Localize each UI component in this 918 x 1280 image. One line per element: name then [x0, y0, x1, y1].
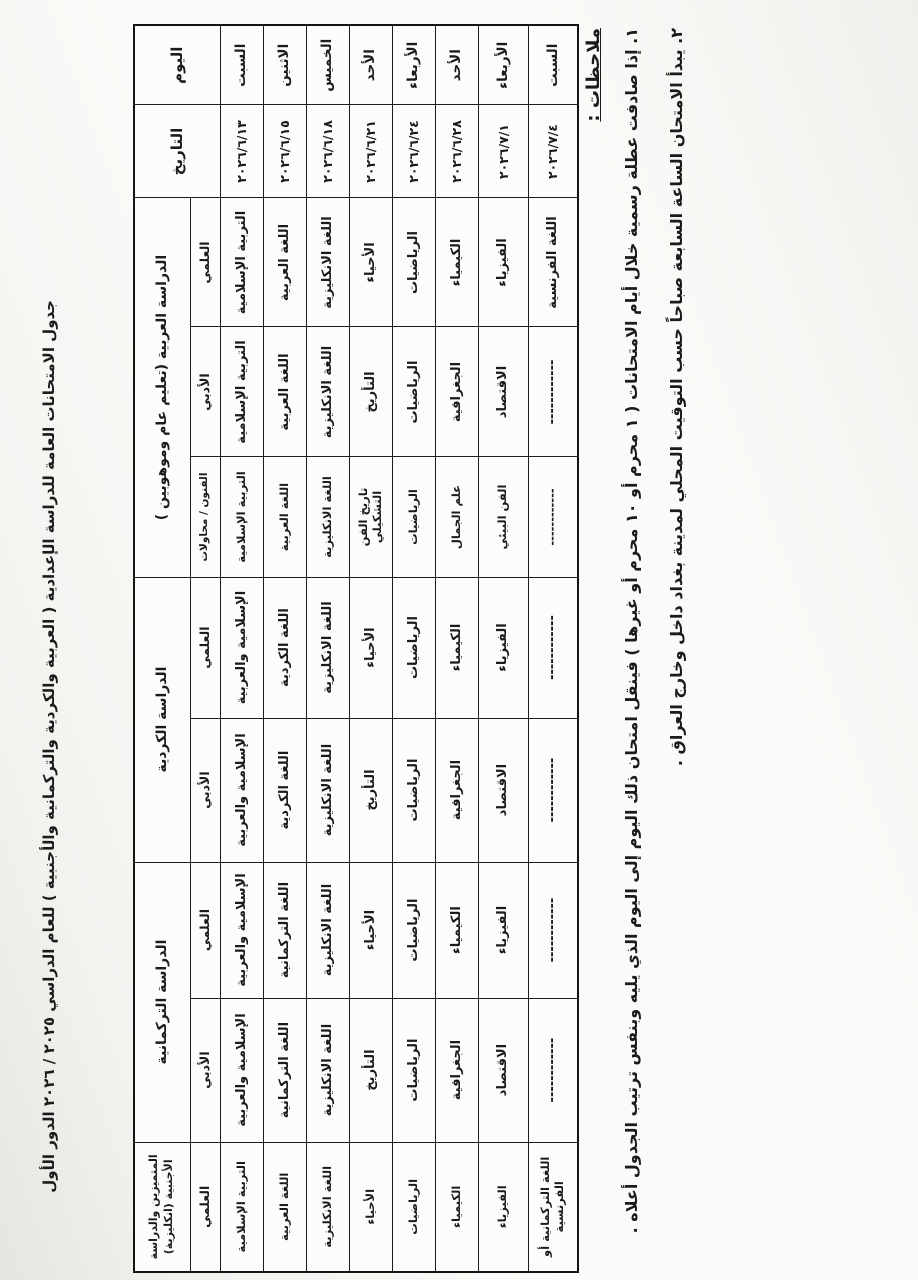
subject-cell: الرياضيات [392, 718, 435, 862]
group-header-arabic-study: الدراسة العربية (تعليم عام وموهوبين ) [134, 198, 190, 577]
day-cell: الأربعاء [392, 25, 435, 105]
subject-cell: اللغة الفرنسية [528, 198, 578, 327]
sub-header-foreign-scientific: العلمي [190, 1142, 220, 1272]
subject-cell: الجغرافية [435, 327, 478, 457]
subject-cell: ------------ [528, 862, 578, 998]
day-cell: السبت [528, 25, 578, 105]
subject-cell: الرياضيات [392, 1142, 435, 1272]
day-cell: الأحد [435, 25, 478, 105]
sub-header-kurdish-scientific: العلمي [190, 577, 220, 718]
subject-cell: الكيمياء [435, 862, 478, 998]
subject-cell: الإسلامية والعربية [220, 998, 263, 1142]
subject-cell: الجغرافية [435, 998, 478, 1142]
subject-cell: الأحياء [349, 862, 392, 998]
table-row [392, 25, 435, 1272]
exam-table-wrap [133, 24, 579, 1273]
date-cell: ٢٠٢٦/٦/٢١ [349, 105, 392, 198]
subject-cell: التأريخ [349, 998, 392, 1142]
subject-cell: الفن البيئي [478, 457, 528, 577]
day-cell: الأربعاء [478, 25, 528, 105]
note-item: ٢. يبدأ الامتحان الساعة السابعة صباحاً حسب التوقيت المحلي لمدينة بغداد داخل وخارج العراق . [667, 28, 686, 767]
sub-header-arabic-scientific: العلمي [190, 198, 220, 327]
subject-cell: التأريخ [349, 327, 392, 457]
sub-header-arabic-arts: الفنون / محاولات [190, 457, 220, 577]
subject-cell: الكيمياء [435, 1142, 478, 1272]
sub-header-turkmen-scientific: العلمي [190, 862, 220, 998]
subject-cell: ------------ [528, 718, 578, 862]
subject-cell: اللغة الكردية [263, 718, 306, 862]
subject-cell: ------------ [528, 577, 578, 718]
date-column-header: التاريخ [134, 105, 220, 198]
subject-cell: الإسلامية والعربية [220, 862, 263, 998]
subject-cell: اللغة العربية [263, 457, 306, 577]
subject-cell: الفيزياء [478, 577, 528, 718]
subject-cell: الإسلامية والعربية [220, 718, 263, 862]
day-column-header: اليوم [134, 25, 220, 105]
day-cell: الأحد [349, 25, 392, 105]
table-row [478, 25, 528, 1272]
exam-table-body [220, 25, 578, 1272]
subject-cell: ------------ [528, 457, 578, 577]
date-cell: ٢٠٢٦/٦/٢٨ [435, 105, 478, 198]
subject-cell: الفيزياء [478, 198, 528, 327]
subject-cell: اللغة العربية [263, 1142, 306, 1272]
subject-cell: اللغة الكردية [263, 577, 306, 718]
subject-cell: الأحياء [349, 1142, 392, 1272]
group-header-row [134, 25, 190, 1272]
subject-cell: اللغة الانكليزية [306, 198, 349, 327]
table-row [349, 25, 392, 1272]
sub-header-turkmen-literary: الأدبي [190, 998, 220, 1142]
subject-cell: اللغة الانكليزية [306, 457, 349, 577]
subject-cell: الرياضيات [392, 862, 435, 998]
subject-cell: التربية الإسلامية [220, 327, 263, 457]
subject-cell: علم الجمال [435, 457, 478, 577]
subject-cell: التربية الإسلامية [220, 457, 263, 577]
subject-cell: ------------ [528, 998, 578, 1142]
subject-cell: الرياضيات [392, 327, 435, 457]
date-cell: ٢٠٢٦/٧/٤ [528, 105, 578, 198]
subject-cell: الجغرافية [435, 718, 478, 862]
table-row [306, 25, 349, 1272]
subject-cell: التربية الإسلامية [220, 198, 263, 327]
date-cell: ٢٠٢٦/٦/١٥ [263, 105, 306, 198]
day-cell: الاثنين [263, 25, 306, 105]
subject-cell: الاقتصاد [478, 718, 528, 862]
subject-cell: اللغة الانكليزية [306, 1142, 349, 1272]
day-cell: الخميس [306, 25, 349, 105]
notes-heading: ملاحظات : [583, 28, 604, 122]
subject-cell: الفيزياء [478, 862, 528, 998]
subject-cell: الإسلامية والعربية [220, 577, 263, 718]
subject-cell: اللغة التركمانية [263, 998, 306, 1142]
group-header-turkmen-study: الدراسة التركمانية [134, 862, 190, 1142]
subject-cell: تاريخ الفن التشكيلي [349, 457, 392, 577]
note-item: ١. إذا صادفت عطلة رسمية خلال أيام الامتحانات ( ١ محرم أو ١٠ محرم أو غيرها ) فينقل امتحان ذلك اليوم إلى اليوم الذي يليه وبنفس ترتيب الجدول أعلاه . [622, 28, 641, 1234]
group-header-kurdish-study: الدراسة الكردية [134, 577, 190, 862]
table-row [220, 25, 263, 1272]
subject-cell: اللغة الانكليزية [306, 577, 349, 718]
group-header-gifted-foreign-study: المتميزين والدراسة الأجنبية (انكليزية) [134, 1142, 190, 1272]
subject-cell: اللغة العربية [263, 198, 306, 327]
date-cell: ٢٠٢٦/٦/١٨ [306, 105, 349, 198]
sub-header-arabic-literary: الأدبي [190, 327, 220, 457]
subject-cell: اللغة الانكليزية [306, 998, 349, 1142]
subject-cell: اللغة الانكليزية [306, 862, 349, 998]
subject-cell: اللغة الانكليزية [306, 718, 349, 862]
page-title: جدول الامتحانات العامة للدراسة الإعدادية ( العربية والكردية والتركمانية والأجنبية ) للعام الدراسي ٢٠٢٥ / ٢٠٢٦ الدور الأول [40, 300, 58, 1193]
table-row [528, 25, 578, 1272]
date-cell: ٢٠٢٦/٦/٢٤ [392, 105, 435, 198]
subject-cell: الأحياء [349, 198, 392, 327]
table-head [134, 25, 220, 1272]
subject-cell: الأحياء [349, 577, 392, 718]
exam-table [133, 24, 579, 1273]
subject-cell: اللغة التركمانية أو الفرنسية [528, 1142, 578, 1272]
subject-cell: اللغة الانكليزية [306, 327, 349, 457]
subject-cell: ------------ [528, 327, 578, 457]
table-row [263, 25, 306, 1272]
subject-cell: الاقتصاد [478, 327, 528, 457]
subject-cell: الرياضيات [392, 198, 435, 327]
subject-cell: الاقتصاد [478, 998, 528, 1142]
subject-cell: اللغة العربية [263, 327, 306, 457]
date-cell: ٢٠٢٦/٧/١ [478, 105, 528, 198]
subject-cell: الرياضيات [392, 577, 435, 718]
subject-cell: التأريخ [349, 718, 392, 862]
table-row [435, 25, 478, 1272]
subject-cell: الرياضيات [392, 998, 435, 1142]
subject-cell: الكيمياء [435, 198, 478, 327]
subject-cell: الكيمياء [435, 577, 478, 718]
subject-cell: الرياضيات [392, 457, 435, 577]
date-cell: ٢٠٢٦/٦/١٣ [220, 105, 263, 198]
subject-cell: الفيزياء [478, 1142, 528, 1272]
sub-header-row [190, 25, 220, 1272]
subject-cell: التربية الإسلامية [220, 1142, 263, 1272]
notes-section [583, 28, 710, 1238]
sub-header-kurdish-literary: الأدبي [190, 718, 220, 862]
day-cell: السبت [220, 25, 263, 105]
subject-cell: اللغة التركمانية [263, 862, 306, 998]
